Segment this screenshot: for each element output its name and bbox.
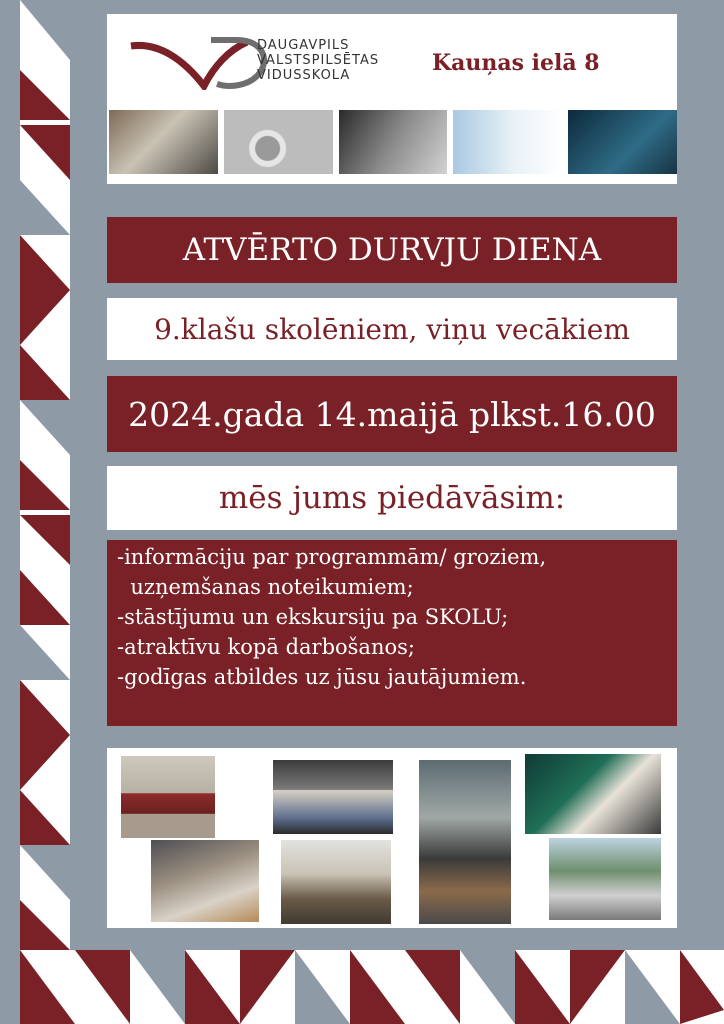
left-border-pattern [20, 0, 70, 1024]
offer-heading: mēs jums piedāvāsim: [107, 466, 677, 530]
laboratory-doctor-photo [453, 110, 562, 174]
offer-item: -atraktīvu kopā darbošanos; [117, 635, 415, 659]
team-meeting-photo [109, 110, 218, 174]
school-address: Kauņas ielā 8 [432, 50, 600, 76]
classroom-photo [151, 840, 259, 922]
event-audience: 9.klašu skolēniem, viņu vecākiem [107, 298, 677, 360]
mascot-group-photo [419, 760, 511, 924]
header-card [107, 14, 677, 184]
school-name-line-3: VIDUSSKOLA [257, 68, 351, 83]
students-award-photo [273, 760, 393, 834]
sports-team-photo [121, 756, 215, 838]
school-name [257, 38, 379, 83]
event-datetime: 2024.gada 14.maijā plkst.16.00 [107, 376, 677, 452]
photo-collage [107, 748, 677, 928]
school-name-line-2: VALSTSPILSĒTAS [257, 53, 380, 68]
offer-list [107, 540, 677, 726]
offer-item: -godīgas atbildes uz jūsu jautājumiem. [117, 665, 527, 689]
event-title: ATVĒRTO DURVJU DIENA [107, 217, 677, 283]
mechanical-work-photo [339, 110, 448, 174]
stage-presentation-photo [525, 754, 661, 834]
offer-item: -informāciju par programmām/ groziem, [117, 545, 547, 569]
offer-item: -stāstījumu un ekskursiju pa SKOLU; [117, 605, 509, 629]
school-name-line-1: DAUGAVPILS [257, 38, 350, 53]
top-photo-strip [109, 110, 677, 174]
outdoor-group-photo [549, 838, 661, 920]
engineering-gears-photo [224, 110, 333, 174]
offer-item: uzņemšanas noteikumiem; [117, 575, 414, 599]
business-formulas-photo [568, 110, 677, 174]
bottom-border-pattern [0, 950, 724, 1024]
students-event-photo [281, 840, 391, 924]
